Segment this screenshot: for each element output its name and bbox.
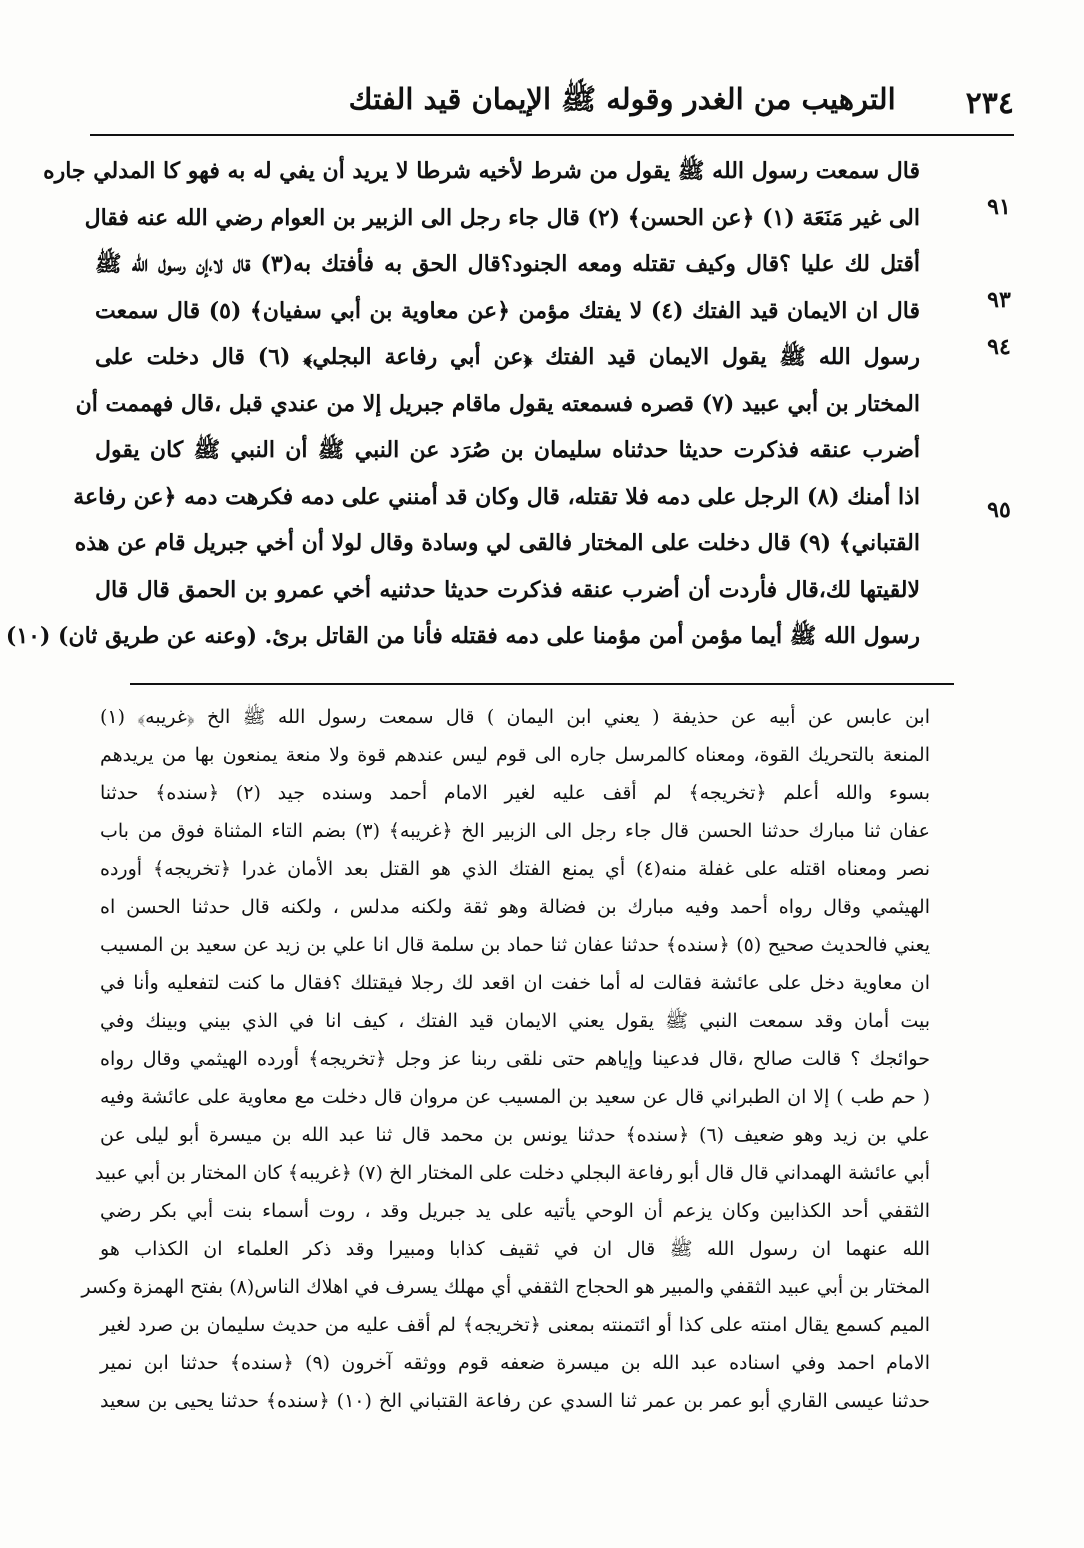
main-text-line: رسول الله ﷺ أيما مؤمن أمن مؤمنا على دمه فقتله فأنا من القاتل برئ. (وعنه عن طريق ثان) (١٠): [5, 623, 920, 649]
main-text-line: المختار بن أبي عبيد (٧) قصره فسمعته يقول ماقام جبريل إلا من عندي قبل ،قال فهممت أن: [75, 390, 920, 417]
hadith-number: ٩٥: [987, 497, 1011, 523]
footnote-line: ان معاوية دخل على عائشة فقالت له أما خفت ان اقعد لك رجلا فيقتلك ؟فقال ما كنت لتفعليه وأنا في: [100, 972, 930, 994]
footnote-line: حدثنا عيسى القاري أبو عمر بن عمر ثنا السدي عن رفاعة القتباني الخ (١٠) ﴿سنده﴾ حدثنا يحيى بن سعيد: [100, 1390, 930, 1412]
footnote-line: الله عنهما ان رسول الله ﷺ قال ان في ثقيف كذابا ومبيرا وقد ذكر العلماء ان الكذاب هو: [100, 1238, 930, 1260]
page-number: ٢٣٤: [965, 85, 1014, 121]
footnote-line: بسوء والله أعلم ﴿تخريجه﴾ لم أقف عليه لغير الامام أحمد وسنده جيد (٢) ﴿سنده﴾ حدثنا: [100, 782, 930, 804]
footnote-line: نصر ومعناه اقتله على غفلة منه(٤) أي يمنع الفتك الذي هو القتل بعد الأمان غدرا ﴿تخريجه﴾ أورده: [100, 858, 930, 880]
footnote-line: حوائجك ؟ قالت صالح ،قال فدعينا وإياهم حتى نلقى ربنا عز وجل ﴿تخريجه﴾ أورده الهيثمي وقال رواه: [100, 1048, 930, 1070]
main-text-line: اذا أمنك (٨) الرجل على دمه فلا تقتله، قال وكان قد أمنني على دمه فكرهت دمه ﴿عن رفاعة: [73, 483, 920, 510]
footnote-line: أبي عائشة الهمداني قال قال أبو رفاعة البجلي دخلت على المختار الخ (٧) ﴿غريبه﴾ كان المختار بن أبي عبيد: [95, 1162, 930, 1184]
footnote-divider: [130, 683, 954, 685]
header-rule: [90, 134, 1014, 136]
footnote-line: الميم كسمع يقال امنته على كذا أو ائتمنته بمعنى ﴿تخريجه﴾ لم أقف عليه من حديث سليمان بن صرد لغير: [100, 1314, 930, 1336]
hadith-number: ٩١: [987, 194, 1011, 220]
main-text-line: أضرب عنقه فذكرت حديثا حدثناه سليمان بن صُرَد عن النبي ﷺ أن النبي ﷺ كان يقول: [95, 437, 920, 463]
footnote-line: يعني فالحديث صحيح (٥) ﴿سنده﴾ حدثنا عفان ثنا حماد بن سلمة قال انا علي بن زيد عن سعيد بن المسيب: [100, 934, 930, 956]
footnote-line: الامام احمد وفي اسناده عبد الله بن ميسرة ضعفه قوم ووثقه آخرون (٩) ﴿سنده﴾ حدثنا ابن نمير: [100, 1352, 931, 1374]
footnotes: [81, 698, 931, 1420]
hadith-number: ٩٤: [987, 334, 1011, 360]
main-text-line: رسول الله ﷺ يقول الايمان قيد الفتك ﴿عن أبي رفاعة البجلي﴾ (٦) قال دخلت على: [95, 344, 920, 370]
main-text-line: أقتل لك عليا ؟قال وكيف تقتله ومعه الجنود؟قال الحق به فأفتك به(٣) قال لا،إن رسول الله ﷺ: [95, 251, 920, 277]
footnote-line: ابن عابس عن أبيه عن حذيفة ( يعني ابن اليمان ) قال سمعت رسول الله ﷺ الخ ﴿غريبه﴾ (١): [100, 706, 930, 728]
footnote-line: عفان ثنا مبارك حدثنا الحسن قال جاء رجل الى الزبير الخ ﴿غريبه﴾ (٣) بضم التاء المثناة فوق من باب: [100, 820, 930, 842]
running-title: الترهيب من الغدر وقوله ﷺ الإيمان قيد الفتك: [348, 82, 896, 116]
footnote-line: ( حم طب ) إلا ان الطبراني قال عن سعيد بن المسيب عن مروان قال دخلت مع معاوية على عائشة وفيه: [100, 1086, 930, 1108]
footnote-line: الثقفي أحد الكذابين وكان يزعم أن الوحي يأتيه على يد جبريل وقد ، روت أسماء بنت أبي بكر رضي: [100, 1200, 930, 1222]
footnote-line: علي بن زيد وهو ضعيف (٦) ﴿سنده﴾ حدثنا يونس بن محمد قال ثنا عبد الله بن ميسرة أبو ليلى عن: [100, 1124, 930, 1146]
main-text: [5, 148, 920, 660]
footnote-line: المنعة بالتحريك القوة، ومعناه كالمرسل جاره الى قوم ليس عندهم قوة ولا منعة يمنعون بها من يريدهم: [100, 744, 930, 766]
hadith-number: ٩٣: [987, 287, 1011, 313]
page-header: [90, 78, 1014, 128]
main-text-line: قال سمعت رسول الله ﷺ يقول من شرط لأخيه شرطا لا يريد أن يفي له به فهو كا المدلي جاره: [43, 158, 920, 184]
main-text-line: لالقيتها لك،قال فأردت أن أضرب عنقه فذكرت حديثا حدثنيه أخي عمرو بن الحمق قال قال: [95, 576, 920, 603]
main-text-line: قال ان الايمان قيد الفتك (٤) لا يفتك مؤمن ﴿عن معاوية بن أبي سفيان﴾ (٥) قال سمعت: [95, 297, 920, 324]
main-text-line: الى غير مَنَعَة (١) ﴿عن الحسن﴾ (٢) قال جاء رجل الى الزبير بن العوام رضي الله عنه فقال: [84, 204, 920, 231]
main-text-line: القتباني﴾ (٩) قال دخلت على المختار فالقى لي وسادة وقال لولا أن أخي جبريل قام عن هذه: [74, 530, 920, 556]
footnote-line: الهيثمي وقال رواه أحمد وفيه مبارك بن فضالة وهو ثقة ولكنه مدلس ، ولكنه قال حدثنا الحسن اه: [100, 896, 930, 918]
footnote-line: بيت أمان وقد سمعت النبي ﷺ يقول يعني الايمان قيد الفتك ، كيف انا في الذي بيني وبينك وفي: [100, 1010, 930, 1032]
footnote-line: المختار بن أبي عبيد الثقفي والمبير هو الحجاج الثقفي أي مهلك يسرف في اهلاك الناس(٨) بفتح الهمزة وكسر: [81, 1276, 930, 1298]
